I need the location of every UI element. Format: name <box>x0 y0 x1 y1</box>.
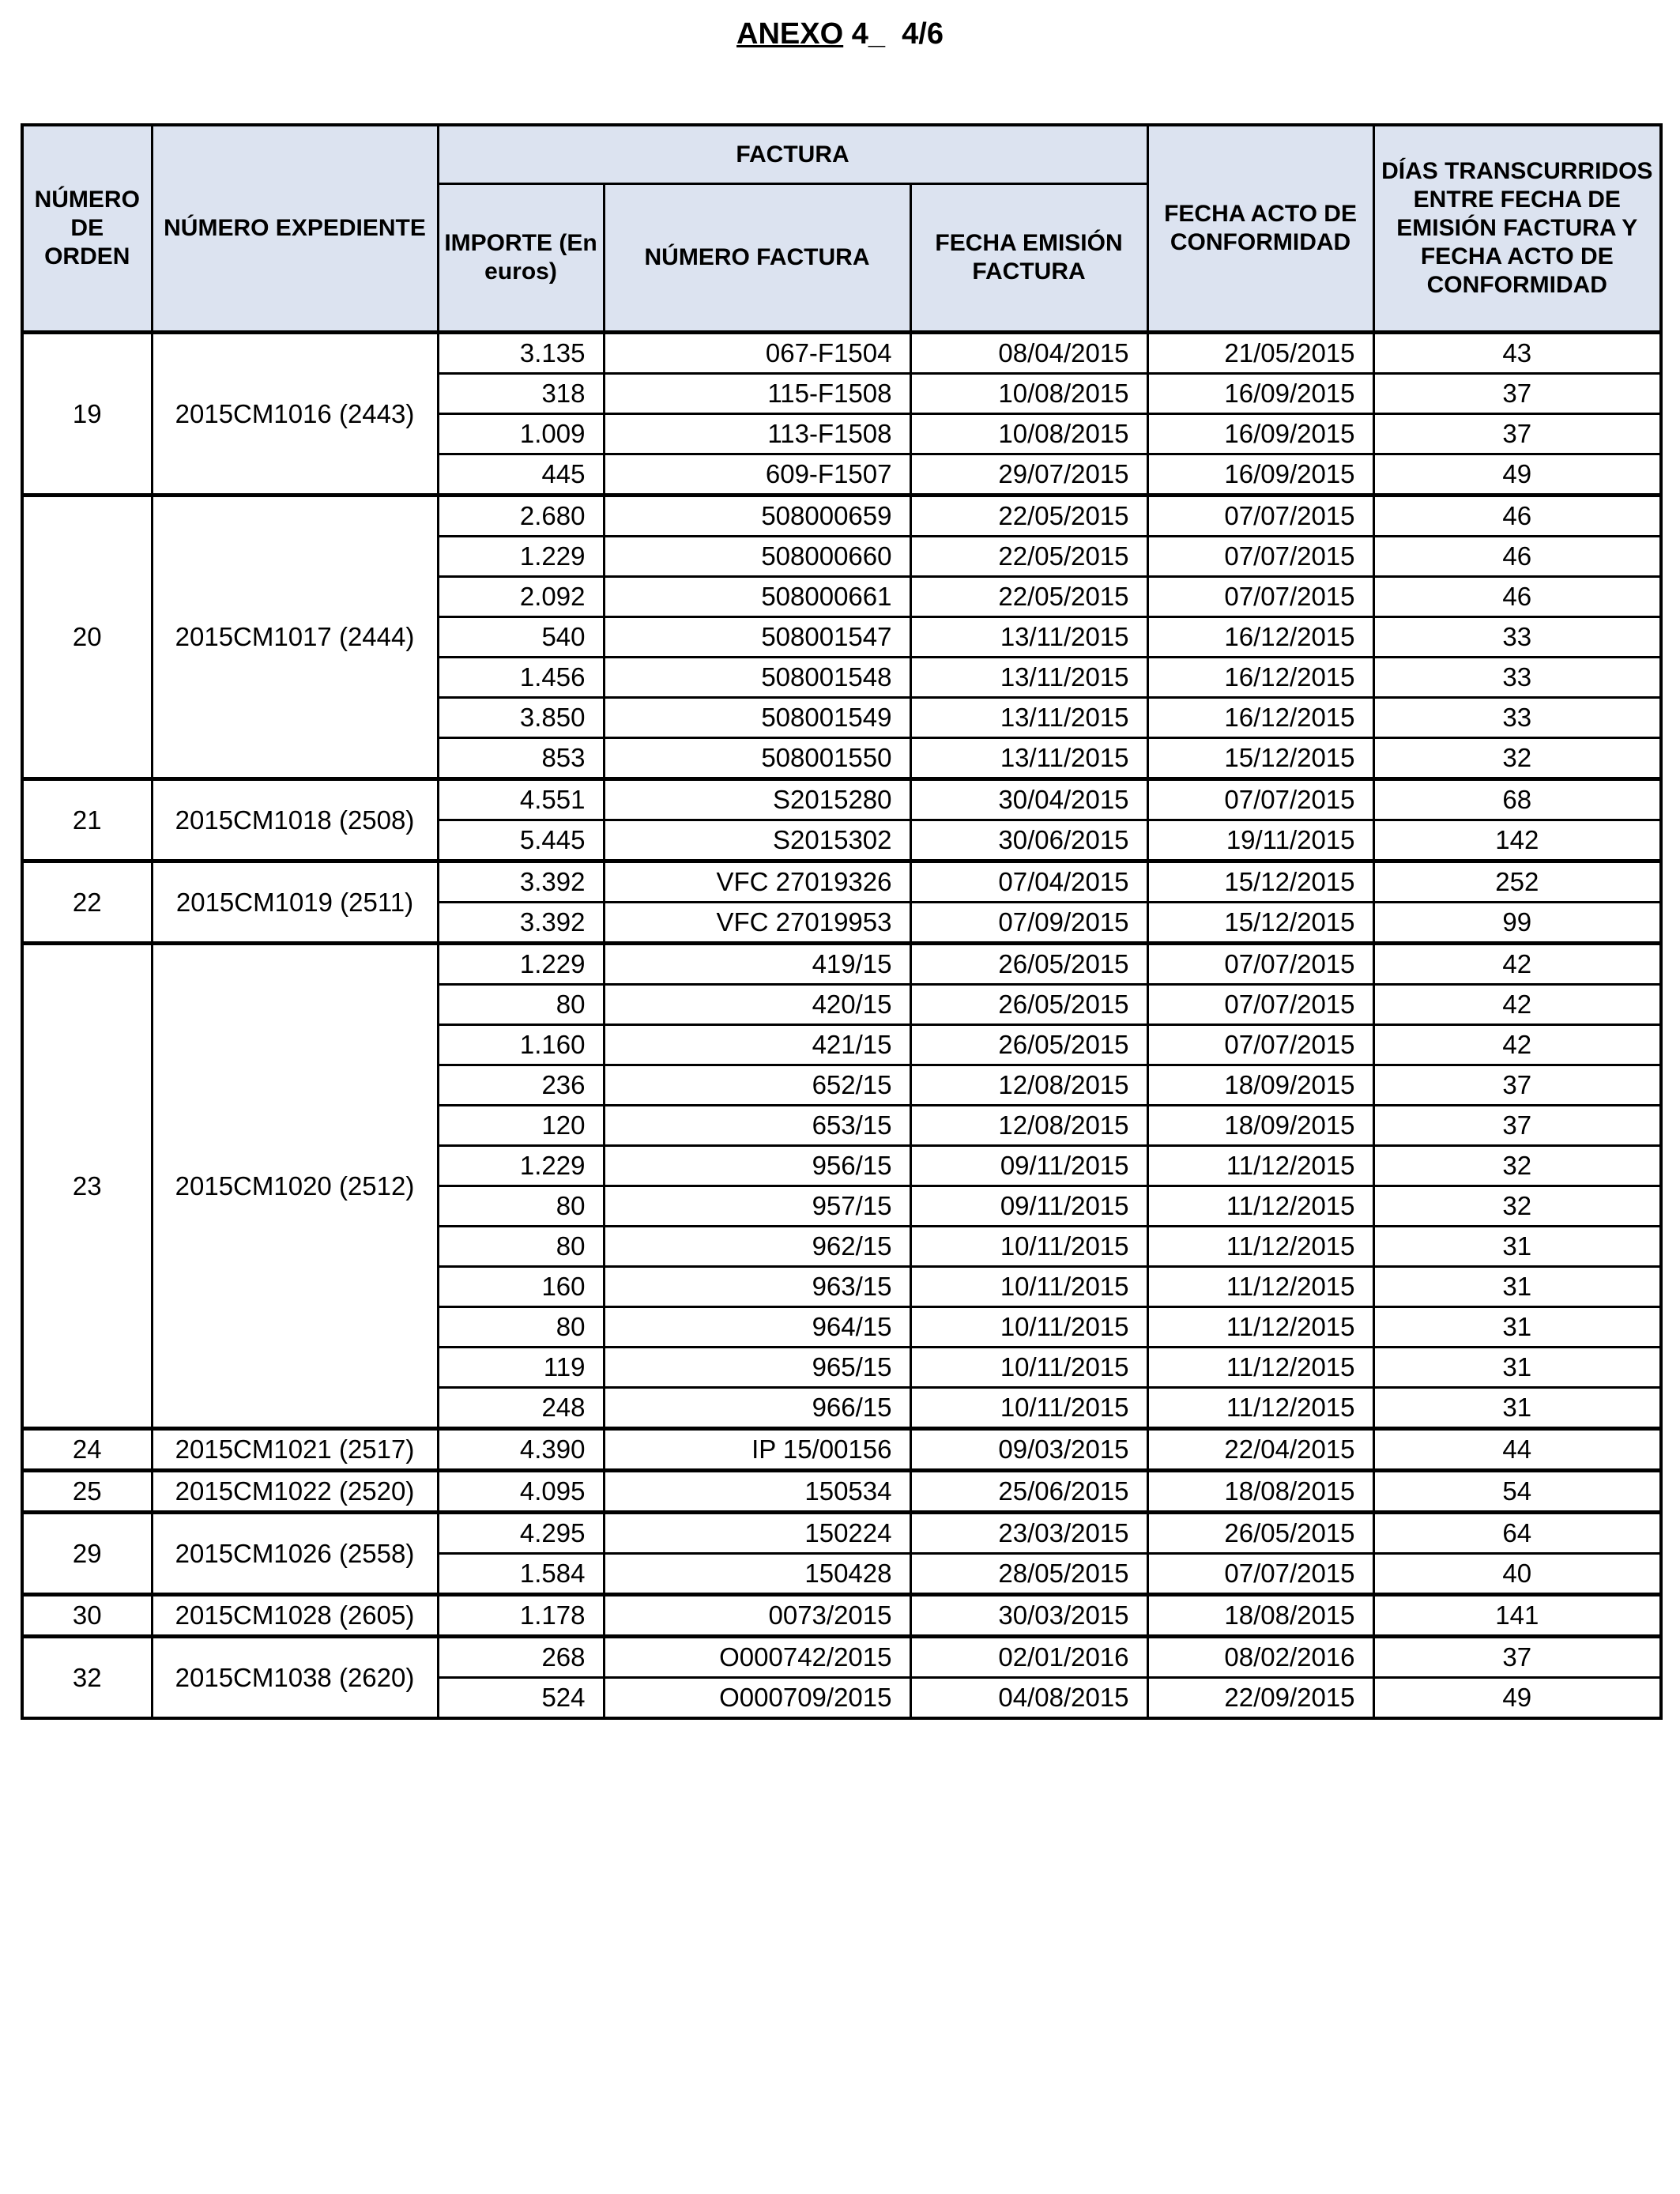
fecha-acto-cell: 16/09/2015 <box>1147 414 1373 454</box>
table-row <box>22 779 1661 820</box>
fecha-emision-cell: 26/05/2015 <box>910 985 1147 1025</box>
dias-cell: 252 <box>1373 861 1661 903</box>
table-row <box>22 333 1661 374</box>
numero-factura-cell: 508000661 <box>604 577 910 617</box>
fecha-acto-cell: 11/12/2015 <box>1147 1348 1373 1388</box>
numero-factura-cell: 508001547 <box>604 617 910 658</box>
importe-cell: 1.160 <box>438 1025 604 1065</box>
numero-factura-cell: 653/15 <box>604 1106 910 1146</box>
table-row <box>22 861 1661 903</box>
importe-cell: 4.295 <box>438 1513 604 1554</box>
numero-factura-cell: 508000660 <box>604 537 910 577</box>
expediente-cell: 2015CM1018 (2508) <box>152 779 438 861</box>
fecha-acto-cell: 16/12/2015 <box>1147 617 1373 658</box>
orden-cell: 32 <box>22 1637 152 1719</box>
fecha-acto-cell: 11/12/2015 <box>1147 1388 1373 1429</box>
expediente-cell: 2015CM1016 (2443) <box>152 333 438 496</box>
numero-factura-cell: S2015280 <box>604 779 910 820</box>
fecha-acto-cell: 11/12/2015 <box>1147 1146 1373 1186</box>
fecha-emision-cell: 07/04/2015 <box>910 861 1147 903</box>
expediente-cell: 2015CM1022 (2520) <box>152 1471 438 1513</box>
fecha-acto-cell: 16/12/2015 <box>1147 658 1373 698</box>
fecha-acto-cell: 18/09/2015 <box>1147 1106 1373 1146</box>
fecha-acto-cell: 18/08/2015 <box>1147 1471 1373 1513</box>
fecha-acto-cell: 15/12/2015 <box>1147 903 1373 944</box>
fecha-acto-cell: 07/07/2015 <box>1147 496 1373 537</box>
dias-cell: 141 <box>1373 1595 1661 1637</box>
dias-cell: 142 <box>1373 820 1661 861</box>
fecha-acto-cell: 16/12/2015 <box>1147 698 1373 738</box>
importe-cell: 3.135 <box>438 333 604 374</box>
title-number: 4_ 4/6 <box>843 17 944 51</box>
importe-cell: 1.229 <box>438 1146 604 1186</box>
orden-cell: 30 <box>22 1595 152 1637</box>
importe-cell: 248 <box>438 1388 604 1429</box>
importe-cell: 80 <box>438 1227 604 1267</box>
expediente-cell: 2015CM1019 (2511) <box>152 861 438 944</box>
numero-factura-cell: 150224 <box>604 1513 910 1554</box>
dias-cell: 33 <box>1373 617 1661 658</box>
table-body <box>22 333 1661 1719</box>
fecha-emision-cell: 13/11/2015 <box>910 738 1147 779</box>
importe-cell: 4.095 <box>438 1471 604 1513</box>
fecha-emision-cell: 29/07/2015 <box>910 454 1147 496</box>
dias-cell: 37 <box>1373 374 1661 414</box>
importe-cell: 236 <box>438 1065 604 1106</box>
header-factura: FACTURA <box>438 125 1147 184</box>
numero-factura-cell: VFC 27019953 <box>604 903 910 944</box>
header-fecha-emision: FECHA EMISIÓN FACTURA <box>910 184 1147 333</box>
numero-factura-cell: 965/15 <box>604 1348 910 1388</box>
dias-cell: 42 <box>1373 944 1661 985</box>
numero-factura-cell: 420/15 <box>604 985 910 1025</box>
page-title <box>0 17 1680 51</box>
numero-factura-cell: O000709/2015 <box>604 1678 910 1719</box>
numero-factura-cell: 508001548 <box>604 658 910 698</box>
header-dias: DÍAS TRANSCURRIDOS ENTRE FECHA DE EMISIÓN FACTURA Y FECHA ACTO DE CONFORMIDAD <box>1373 125 1661 333</box>
fecha-emision-cell: 13/11/2015 <box>910 658 1147 698</box>
fecha-emision-cell: 12/08/2015 <box>910 1065 1147 1106</box>
fecha-emision-cell: 22/05/2015 <box>910 537 1147 577</box>
importe-cell: 3.850 <box>438 698 604 738</box>
numero-factura-cell: 508001550 <box>604 738 910 779</box>
title-prefix: ANEXO <box>736 17 844 51</box>
orden-cell: 19 <box>22 333 152 496</box>
fecha-emision-cell: 09/11/2015 <box>910 1146 1147 1186</box>
fecha-emision-cell: 10/11/2015 <box>910 1267 1147 1307</box>
numero-factura-cell: 956/15 <box>604 1146 910 1186</box>
dias-cell: 46 <box>1373 577 1661 617</box>
dias-cell: 32 <box>1373 1186 1661 1227</box>
dias-cell: 32 <box>1373 1146 1661 1186</box>
numero-factura-cell: VFC 27019326 <box>604 861 910 903</box>
dias-cell: 31 <box>1373 1267 1661 1307</box>
numero-factura-cell: 963/15 <box>604 1267 910 1307</box>
importe-cell: 80 <box>438 1307 604 1348</box>
dias-cell: 37 <box>1373 1637 1661 1678</box>
fecha-acto-cell: 15/12/2015 <box>1147 738 1373 779</box>
numero-factura-cell: 966/15 <box>604 1388 910 1429</box>
fecha-acto-cell: 18/08/2015 <box>1147 1595 1373 1637</box>
importe-cell: 1.456 <box>438 658 604 698</box>
importe-cell: 2.680 <box>438 496 604 537</box>
table-row <box>22 944 1661 985</box>
header-numero-orden: NÚMERO DE ORDEN <box>22 125 152 333</box>
numero-factura-cell: 113-F1508 <box>604 414 910 454</box>
dias-cell: 37 <box>1373 1106 1661 1146</box>
importe-cell: 3.392 <box>438 861 604 903</box>
table-row <box>22 1637 1661 1678</box>
fecha-emision-cell: 07/09/2015 <box>910 903 1147 944</box>
fecha-acto-cell: 22/04/2015 <box>1147 1429 1373 1471</box>
fecha-acto-cell: 15/12/2015 <box>1147 861 1373 903</box>
dias-cell: 99 <box>1373 903 1661 944</box>
numero-factura-cell: 508001549 <box>604 698 910 738</box>
fecha-acto-cell: 07/07/2015 <box>1147 944 1373 985</box>
header-numero-expediente: NÚMERO EXPEDIENTE <box>152 125 438 333</box>
dias-cell: 64 <box>1373 1513 1661 1554</box>
dias-cell: 33 <box>1373 658 1661 698</box>
header-importe: IMPORTE (En euros) <box>438 184 604 333</box>
importe-cell: 120 <box>438 1106 604 1146</box>
importe-cell: 853 <box>438 738 604 779</box>
fecha-acto-cell: 07/07/2015 <box>1147 1554 1373 1595</box>
fecha-emision-cell: 08/04/2015 <box>910 333 1147 374</box>
table-row <box>22 1595 1661 1637</box>
fecha-emision-cell: 26/05/2015 <box>910 944 1147 985</box>
fecha-emision-cell: 30/04/2015 <box>910 779 1147 820</box>
orden-cell: 25 <box>22 1471 152 1513</box>
numero-factura-cell: S2015302 <box>604 820 910 861</box>
fecha-emision-cell: 13/11/2015 <box>910 617 1147 658</box>
header-fecha-acto: FECHA ACTO DE CONFORMIDAD <box>1147 125 1373 333</box>
fecha-acto-cell: 11/12/2015 <box>1147 1186 1373 1227</box>
fecha-emision-cell: 30/06/2015 <box>910 820 1147 861</box>
importe-cell: 524 <box>438 1678 604 1719</box>
expediente-cell: 2015CM1028 (2605) <box>152 1595 438 1637</box>
numero-factura-cell: 115-F1508 <box>604 374 910 414</box>
expediente-cell: 2015CM1026 (2558) <box>152 1513 438 1595</box>
dias-cell: 31 <box>1373 1227 1661 1267</box>
fecha-emision-cell: 30/03/2015 <box>910 1595 1147 1637</box>
dias-cell: 40 <box>1373 1554 1661 1595</box>
fecha-acto-cell: 18/09/2015 <box>1147 1065 1373 1106</box>
expediente-cell: 2015CM1021 (2517) <box>152 1429 438 1471</box>
importe-cell: 4.551 <box>438 779 604 820</box>
dias-cell: 37 <box>1373 414 1661 454</box>
dias-cell: 46 <box>1373 496 1661 537</box>
numero-factura-cell: 150534 <box>604 1471 910 1513</box>
importe-cell: 318 <box>438 374 604 414</box>
importe-cell: 160 <box>438 1267 604 1307</box>
header-numero-factura: NÚMERO FACTURA <box>604 184 910 333</box>
table-row <box>22 1471 1661 1513</box>
orden-cell: 21 <box>22 779 152 861</box>
importe-cell: 1.229 <box>438 944 604 985</box>
importe-cell: 80 <box>438 985 604 1025</box>
fecha-emision-cell: 02/01/2016 <box>910 1637 1147 1678</box>
importe-cell: 3.392 <box>438 903 604 944</box>
fecha-emision-cell: 10/11/2015 <box>910 1388 1147 1429</box>
fecha-emision-cell: 12/08/2015 <box>910 1106 1147 1146</box>
dias-cell: 42 <box>1373 985 1661 1025</box>
fecha-emision-cell: 26/05/2015 <box>910 1025 1147 1065</box>
numero-factura-cell: 962/15 <box>604 1227 910 1267</box>
fecha-acto-cell: 19/11/2015 <box>1147 820 1373 861</box>
dias-cell: 31 <box>1373 1307 1661 1348</box>
numero-factura-cell: 964/15 <box>604 1307 910 1348</box>
numero-factura-cell: 652/15 <box>604 1065 910 1106</box>
expediente-cell: 2015CM1038 (2620) <box>152 1637 438 1719</box>
orden-cell: 24 <box>22 1429 152 1471</box>
dias-cell: 44 <box>1373 1429 1661 1471</box>
numero-factura-cell: 067-F1504 <box>604 333 910 374</box>
fecha-emision-cell: 22/05/2015 <box>910 496 1147 537</box>
dias-cell: 33 <box>1373 698 1661 738</box>
dias-cell: 54 <box>1373 1471 1661 1513</box>
importe-cell: 5.445 <box>438 820 604 861</box>
importe-cell: 268 <box>438 1637 604 1678</box>
importe-cell: 119 <box>438 1348 604 1388</box>
numero-factura-cell: 508000659 <box>604 496 910 537</box>
fecha-acto-cell: 16/09/2015 <box>1147 374 1373 414</box>
numero-factura-cell: 0073/2015 <box>604 1595 910 1637</box>
fecha-acto-cell: 11/12/2015 <box>1147 1227 1373 1267</box>
fecha-acto-cell: 07/07/2015 <box>1147 985 1373 1025</box>
fecha-acto-cell: 16/09/2015 <box>1147 454 1373 496</box>
fecha-emision-cell: 10/11/2015 <box>910 1227 1147 1267</box>
table-row <box>22 496 1661 537</box>
importe-cell: 1.178 <box>438 1595 604 1637</box>
importe-cell: 4.390 <box>438 1429 604 1471</box>
numero-factura-cell: 957/15 <box>604 1186 910 1227</box>
orden-cell: 20 <box>22 496 152 779</box>
fecha-emision-cell: 10/11/2015 <box>910 1348 1147 1388</box>
numero-factura-cell: 419/15 <box>604 944 910 985</box>
importe-cell: 1.009 <box>438 414 604 454</box>
fecha-acto-cell: 07/07/2015 <box>1147 537 1373 577</box>
invoice-table <box>21 123 1663 1720</box>
dias-cell: 43 <box>1373 333 1661 374</box>
numero-factura-cell: O000742/2015 <box>604 1637 910 1678</box>
importe-cell: 80 <box>438 1186 604 1227</box>
dias-cell: 49 <box>1373 1678 1661 1719</box>
fecha-acto-cell: 08/02/2016 <box>1147 1637 1373 1678</box>
fecha-emision-cell: 22/05/2015 <box>910 577 1147 617</box>
numero-factura-cell: 421/15 <box>604 1025 910 1065</box>
dias-cell: 31 <box>1373 1348 1661 1388</box>
fecha-emision-cell: 23/03/2015 <box>910 1513 1147 1554</box>
dias-cell: 32 <box>1373 738 1661 779</box>
fecha-emision-cell: 10/11/2015 <box>910 1307 1147 1348</box>
fecha-acto-cell: 07/07/2015 <box>1147 1025 1373 1065</box>
fecha-acto-cell: 07/07/2015 <box>1147 779 1373 820</box>
dias-cell: 37 <box>1373 1065 1661 1106</box>
fecha-acto-cell: 26/05/2015 <box>1147 1513 1373 1554</box>
fecha-acto-cell: 21/05/2015 <box>1147 333 1373 374</box>
table-row <box>22 1429 1661 1471</box>
fecha-emision-cell: 09/11/2015 <box>910 1186 1147 1227</box>
table-row <box>22 1513 1661 1554</box>
fecha-emision-cell: 13/11/2015 <box>910 698 1147 738</box>
fecha-emision-cell: 10/08/2015 <box>910 374 1147 414</box>
dias-cell: 31 <box>1373 1388 1661 1429</box>
expediente-cell: 2015CM1020 (2512) <box>152 944 438 1429</box>
importe-cell: 540 <box>438 617 604 658</box>
table-header <box>22 125 1661 333</box>
fecha-acto-cell: 11/12/2015 <box>1147 1267 1373 1307</box>
importe-cell: 1.584 <box>438 1554 604 1595</box>
expediente-cell: 2015CM1017 (2444) <box>152 496 438 779</box>
dias-cell: 42 <box>1373 1025 1661 1065</box>
importe-cell: 1.229 <box>438 537 604 577</box>
fecha-emision-cell: 09/03/2015 <box>910 1429 1147 1471</box>
fecha-acto-cell: 22/09/2015 <box>1147 1678 1373 1719</box>
numero-factura-cell: IP 15/00156 <box>604 1429 910 1471</box>
fecha-acto-cell: 07/07/2015 <box>1147 577 1373 617</box>
orden-cell: 23 <box>22 944 152 1429</box>
fecha-emision-cell: 25/06/2015 <box>910 1471 1147 1513</box>
orden-cell: 22 <box>22 861 152 944</box>
dias-cell: 46 <box>1373 537 1661 577</box>
fecha-emision-cell: 04/08/2015 <box>910 1678 1147 1719</box>
numero-factura-cell: 609-F1507 <box>604 454 910 496</box>
dias-cell: 49 <box>1373 454 1661 496</box>
fecha-emision-cell: 28/05/2015 <box>910 1554 1147 1595</box>
fecha-acto-cell: 11/12/2015 <box>1147 1307 1373 1348</box>
importe-cell: 2.092 <box>438 577 604 617</box>
orden-cell: 29 <box>22 1513 152 1595</box>
importe-cell: 445 <box>438 454 604 496</box>
dias-cell: 68 <box>1373 779 1661 820</box>
numero-factura-cell: 150428 <box>604 1554 910 1595</box>
fecha-emision-cell: 10/08/2015 <box>910 414 1147 454</box>
